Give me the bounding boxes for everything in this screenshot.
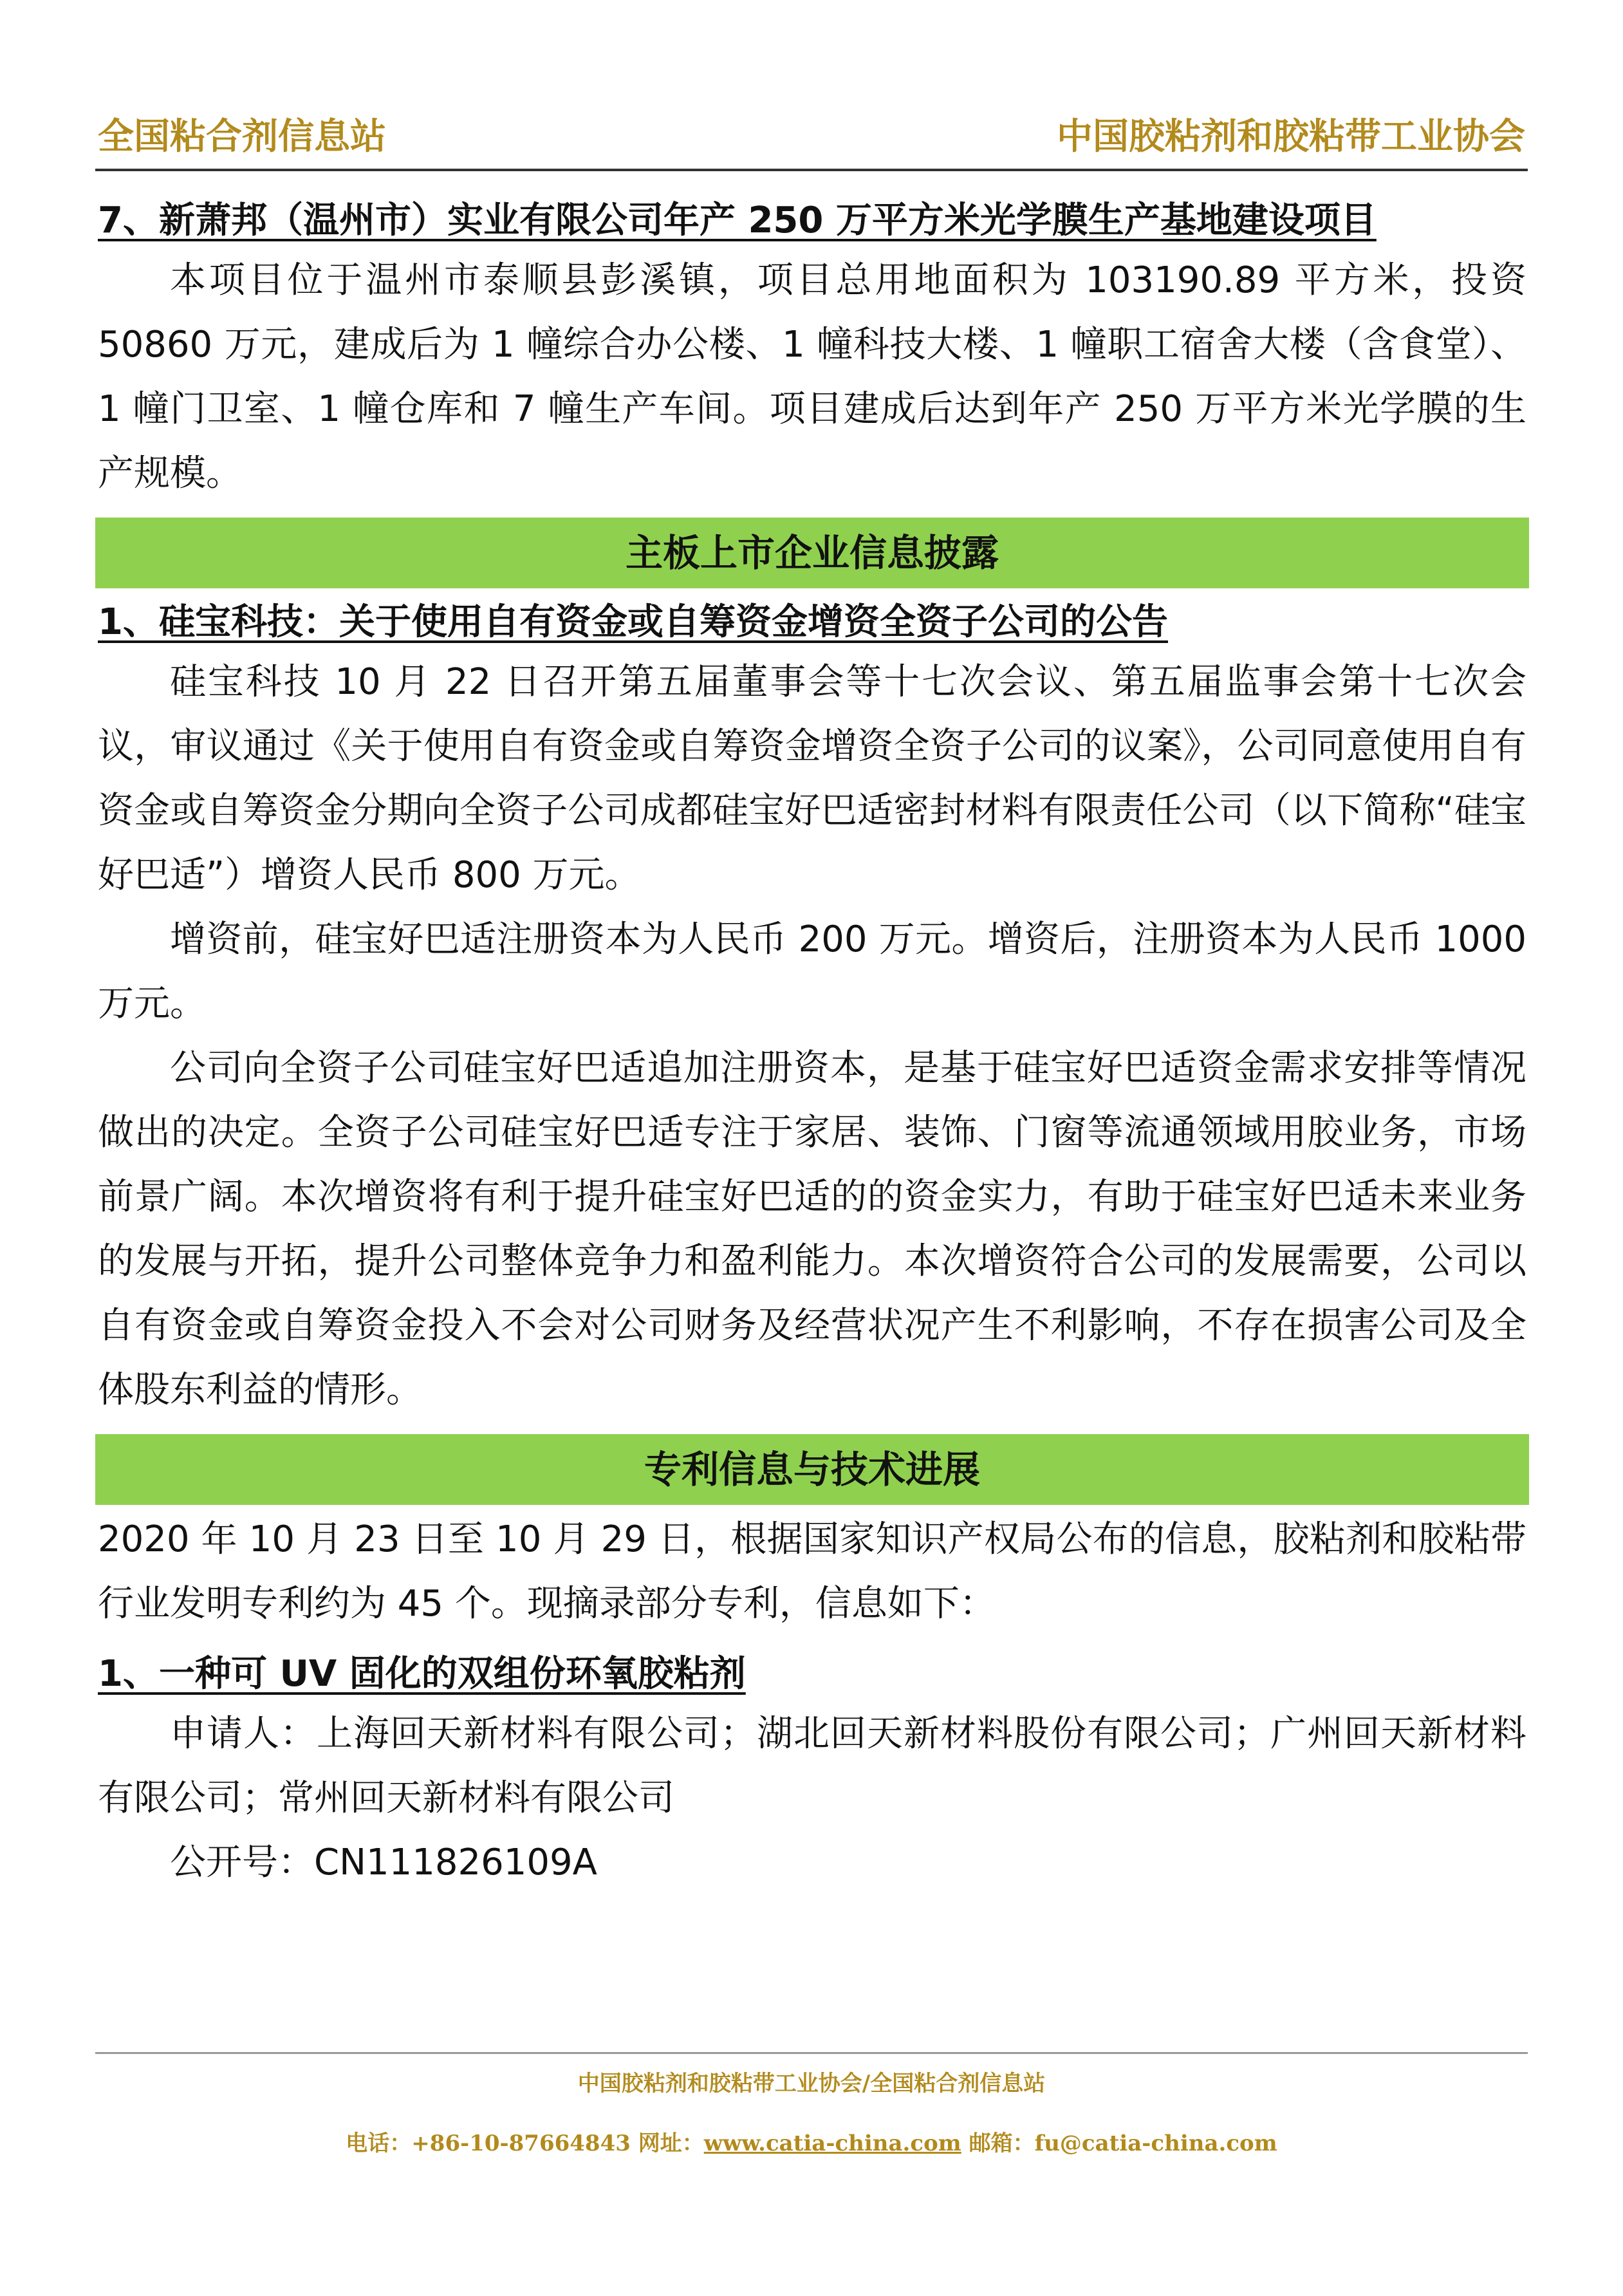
section-band-listed: 主板上市企业信息披露	[95, 518, 1529, 588]
footer-org: 中国胶粘剂和胶粘带工业协会/全国粘合剂信息站	[577, 2071, 1046, 2096]
patent-heading: 1、一种可 UV 固化的双组份环氧胶粘剂	[98, 1653, 746, 1695]
main-content	[98, 193, 1526, 1895]
patent-applicant: 申请人：上海回天新材料有限公司；湖北回天新材料股份有限公司；广州回天新材料有限公司；常州回天新材料有限公司	[98, 1713, 1526, 1819]
header-left-title: 全国粘合剂信息站	[98, 115, 386, 158]
footer-tel: 电话：+86-10-87664843 网址：	[346, 2131, 704, 2156]
footer-email[interactable]: fu@catia-china.com	[1034, 2131, 1277, 2156]
section-band-patent: 专利信息与技术进展	[95, 1434, 1529, 1505]
header-right-title: 中国胶粘剂和胶粘带工业协会	[1057, 115, 1525, 158]
footer-email-label: 邮箱：	[961, 2131, 1035, 2156]
listed-paragraph-1: 硅宝科技 10 月 22 日召开第五届董事会等十七次会议、第五届监事会第十七次会议，审议通过《关于使用自有资金或自筹资金增资全资子公司的议案》，公司同意使用自有资金或自筹资金分期向全资子公司成都硅宝好巴适密封材料有限责任公司（以下简称“硅宝好巴适”）增资人民币 800 万元。	[98, 661, 1526, 896]
footer-website-link[interactable]: www.catia-china.com	[703, 2131, 961, 2156]
listed-paragraph-2: 增资前，硅宝好巴适注册资本为人民币 200 万元。增资后，注册资本为人民币 1000 万元。	[98, 919, 1526, 1025]
page-footer	[95, 2052, 1528, 2157]
patent-publication-number: 公开号：CN111826109A	[170, 1842, 597, 1883]
patent-intro: 2020 年 10 月 23 日至 10 月 29 日，根据国家知识产权局公布的信息，胶粘剂和胶粘带行业发明专利约为 45 个。现摘录部分专利，信息如下：	[98, 1518, 1526, 1625]
listed-heading: 1、硅宝科技：关于使用自有资金或自筹资金增资全资子公司的公告	[98, 601, 1168, 643]
page-header	[95, 109, 1528, 171]
footer-contact	[95, 2125, 1528, 2157]
project-paragraph: 本项目位于温州市泰顺县彭溪镇，项目总用地面积为 103190.89 平方米，投资 50860 万元，建成后为 1 幢综合办公楼、1 幢科技大楼、1 幢职工宿舍大楼（含食堂）、1 幢门卫室、1 幢仓库和 7 幢生产车间。项目建成后达到年产 250 万平方米光学膜的生产规模。	[98, 259, 1526, 494]
listed-paragraph-3: 公司向全资子公司硅宝好巴适追加注册资本，是基于硅宝好巴适资金需求安排等情况做出的决定。全资子公司硅宝好巴适专注于家居、装饰、门窗等流通领域用胶业务，市场前景广阔。本次增资将有利于提升硅宝好巴适的的资金实力，有助于硅宝好巴适未来业务的发展与开拓，提升公司整体竞争力和盈利能力。本次增资符合公司的发展需要，公司以自有资金或自筹资金投入不会对公司财务及经营状况产生不利影响，不存在损害公司及全体股东利益的情形。	[98, 1047, 1526, 1411]
project-heading: 7、新萧邦（温州市）实业有限公司年产 250 万平方米光学膜生产基地建设项目	[98, 200, 1377, 241]
